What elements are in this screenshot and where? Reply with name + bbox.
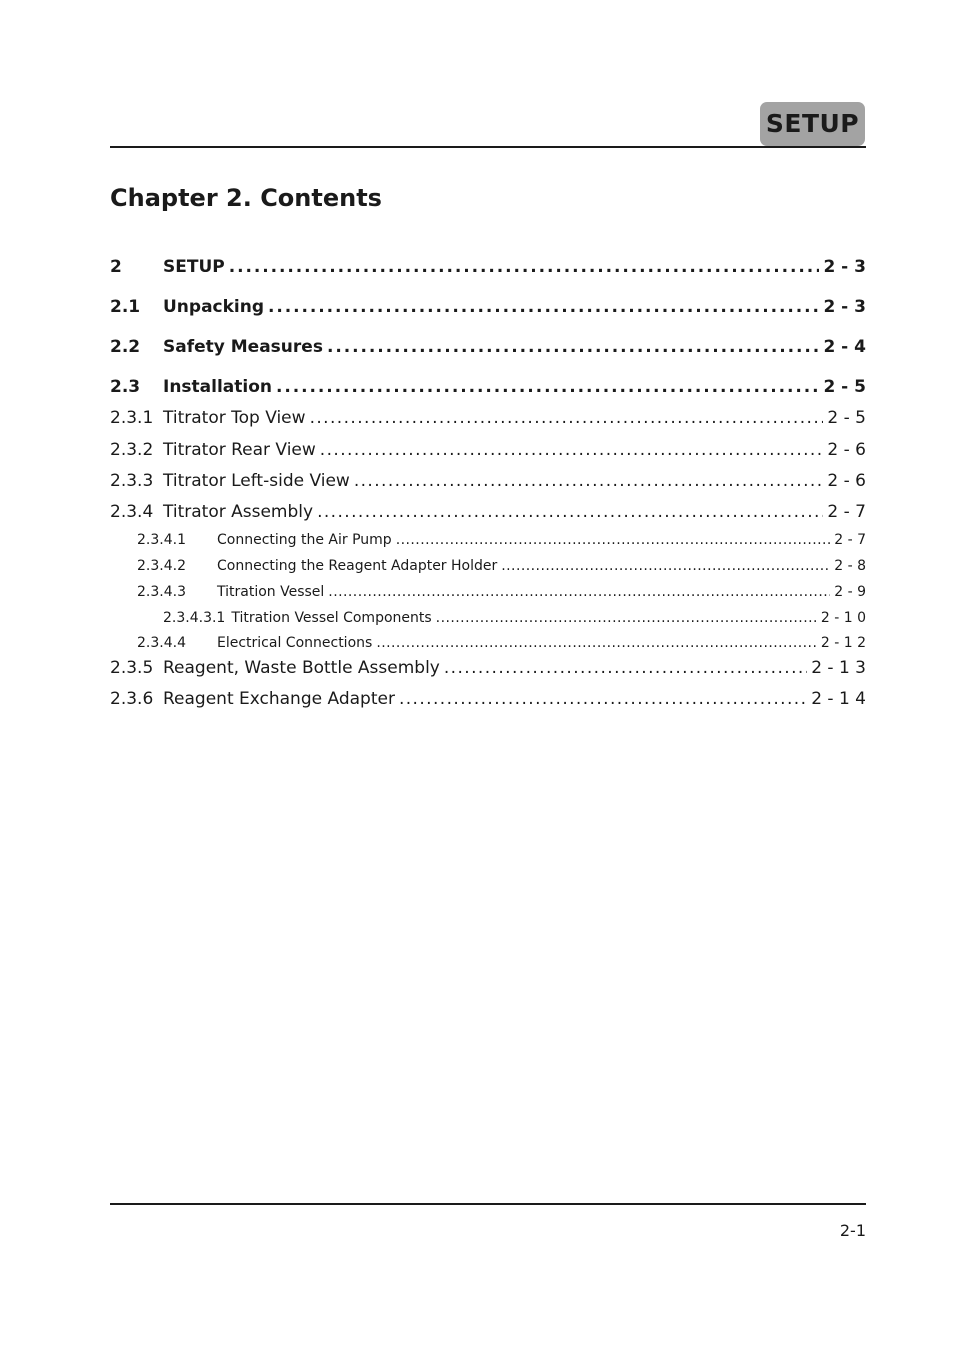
toc-entry-number: 2.3.3 [110, 471, 154, 491]
toc-entry-page: 2 - 8 [834, 558, 866, 574]
page-number: 2-1 [839, 1221, 866, 1240]
toc-entry-page: 2 - 3 [823, 297, 866, 317]
toc-leader-dots [436, 610, 817, 626]
toc-entry-number: 2.3 [110, 377, 141, 397]
toc-entry[interactable] [110, 377, 866, 397]
toc-entry-title: Reagent Exchange Adapter [163, 689, 395, 709]
toc-leader-dots [268, 297, 819, 317]
toc-leader-dots [317, 502, 823, 522]
toc-entry-number: 2.2 [110, 337, 141, 357]
toc-entry-title: Titrator Left-side View [163, 471, 350, 491]
toc-leader-dots [354, 471, 824, 491]
toc-entry[interactable] [110, 502, 866, 522]
toc-entry[interactable] [110, 658, 866, 678]
toc-entry-page: 2 - 1 3 [811, 658, 866, 678]
toc-entry-number: 2.1 [110, 297, 141, 317]
section-badge: SETUP [760, 102, 865, 146]
toc-entry-title: Titrator Top View [163, 408, 306, 428]
toc-entry-title: Installation [163, 377, 273, 397]
toc-entry-page: 2 - 3 [823, 257, 866, 277]
footer-rule [110, 1203, 866, 1205]
toc-leader-dots [327, 337, 819, 357]
toc-entry-number: 2.3.4.3.1 [163, 610, 226, 626]
toc-leader-dots [320, 440, 824, 460]
toc-entry-title: Titrator Rear View [163, 440, 316, 460]
toc-entry-title: Connecting the Reagent Adapter Holder [217, 558, 498, 574]
toc-entry[interactable] [110, 440, 866, 460]
toc-entry-page: 2 - 1 4 [811, 689, 866, 709]
toc-entry-title: Reagent, Waste Bottle Assembly [163, 658, 440, 678]
toc-entry-title: Titration Vessel [217, 584, 325, 600]
toc-entry-number: 2.3.2 [110, 440, 154, 460]
toc-leader-dots [376, 635, 817, 651]
toc-entry[interactable] [110, 532, 866, 548]
toc-entry[interactable] [110, 471, 866, 491]
toc-entry-number: 2.3.4.4 [137, 635, 186, 651]
toc-leader-dots [229, 257, 820, 277]
toc-entry[interactable] [110, 610, 866, 626]
toc-entry-page: 2 - 7 [834, 532, 866, 548]
toc-entry-title: Safety Measures [163, 337, 323, 357]
toc-entry[interactable] [110, 408, 866, 428]
toc-entry[interactable] [110, 558, 866, 574]
toc-entry-number: 2.3.1 [110, 408, 154, 428]
toc-leader-dots [399, 689, 807, 709]
toc-entry-number: 2.3.5 [110, 658, 154, 678]
chapter-title: Chapter 2. Contents [110, 184, 382, 212]
toc-entry-page: 2 - 6 [827, 440, 866, 460]
toc-entry-page: 2 - 5 [823, 377, 866, 397]
toc-entry-page: 2 - 4 [823, 337, 866, 357]
toc-entry[interactable] [110, 337, 866, 357]
toc-leader-dots [328, 584, 830, 600]
toc-entry-number: 2.3.4.1 [137, 532, 186, 548]
toc-entry-page: 2 - 1 2 [820, 635, 866, 651]
toc-entry-page: 2 - 6 [827, 471, 866, 491]
toc-entry-title: Connecting the Air Pump [217, 532, 392, 548]
toc-leader-dots [501, 558, 830, 574]
toc-leader-dots [444, 658, 807, 678]
toc-entry-number: 2.3.4.3 [137, 584, 186, 600]
toc-entry[interactable] [110, 297, 866, 317]
toc-entry-title: Titration Vessel Components [231, 610, 432, 626]
toc-leader-dots [396, 532, 831, 548]
toc-entry-page: 2 - 7 [827, 502, 866, 522]
toc-entry-page: 2 - 5 [827, 408, 866, 428]
toc-entry-number: 2 [110, 257, 122, 277]
toc-entry[interactable] [110, 584, 866, 600]
toc-entry-title: Titrator Assembly [163, 502, 314, 522]
header-rule [110, 146, 866, 148]
toc-entry-title: Unpacking [163, 297, 265, 317]
toc-entry-number: 2.3.4 [110, 502, 154, 522]
toc-entry-number: 2.3.4.2 [137, 558, 186, 574]
toc-leader-dots [276, 377, 819, 397]
toc-entry-page: 2 - 9 [834, 584, 866, 600]
toc-entry-title: SETUP [163, 257, 225, 277]
toc-entry-title: Electrical Connections [217, 635, 373, 651]
toc-entry[interactable] [110, 689, 866, 709]
toc-entry-number: 2.3.6 [110, 689, 154, 709]
toc-entry-page: 2 - 1 0 [820, 610, 866, 626]
toc-entry[interactable] [110, 257, 866, 277]
toc-entry[interactable] [110, 635, 866, 651]
toc-leader-dots [310, 408, 824, 428]
